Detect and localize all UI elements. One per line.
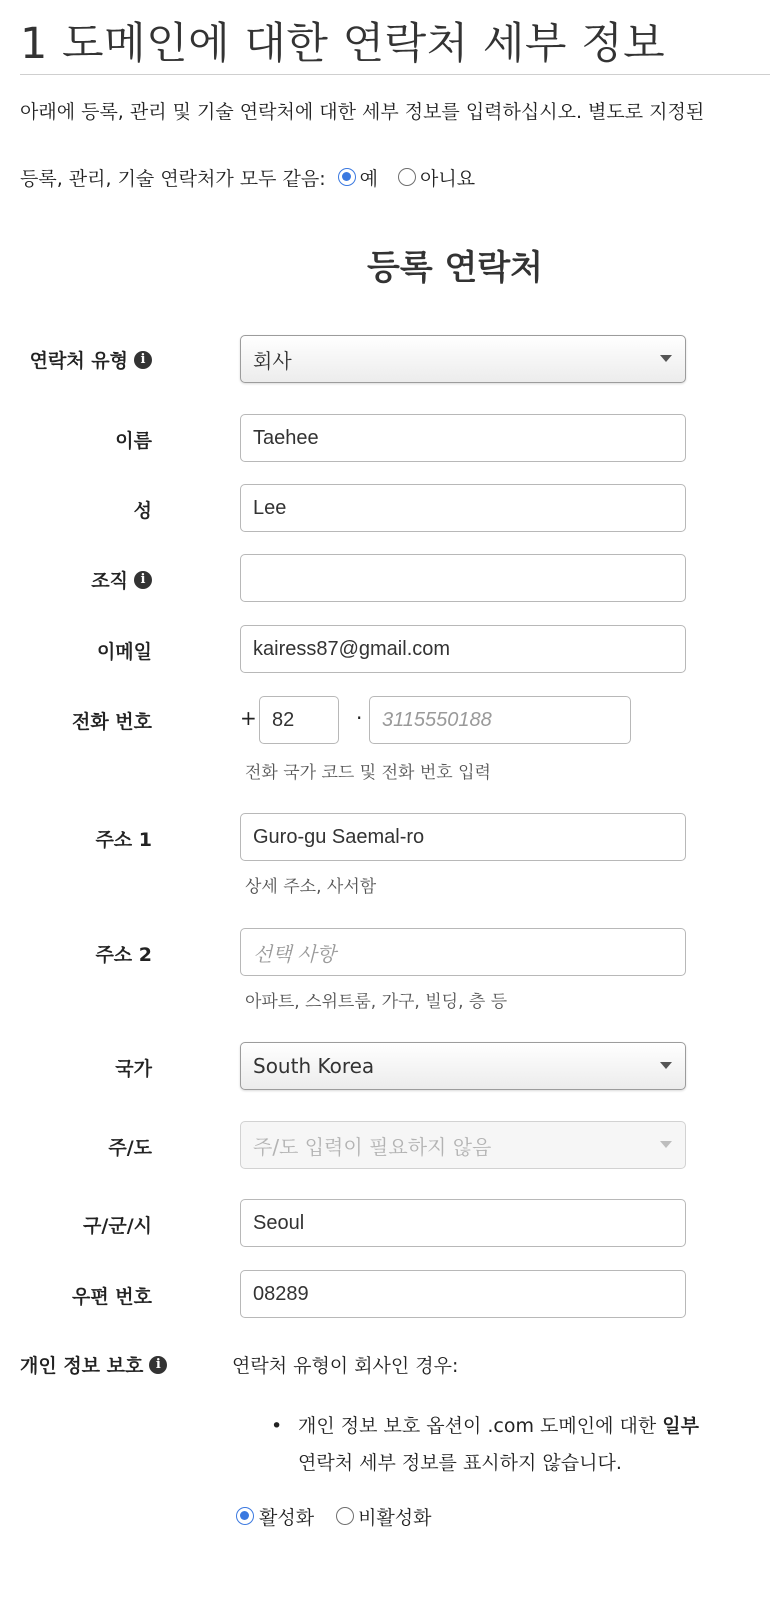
city-value: Seoul — [253, 1211, 305, 1234]
first-name-label-text: 이름 — [115, 430, 152, 452]
state-label-text: 주/도 — [108, 1137, 152, 1159]
address1-input[interactable] — [240, 813, 686, 861]
state-label — [108, 1133, 152, 1160]
city-label-text: 구/군/시 — [83, 1215, 152, 1237]
privacy-label-group — [20, 1351, 167, 1378]
privacy-bullet-before: 개인 정보 보호 옵션이 .com 도메인에 대한 — [298, 1415, 663, 1437]
intro-text: 아래에 등록, 관리 및 기술 연락처에 대한 세부 정보를 입력하십시오. 별도로 지정된 — [20, 101, 705, 123]
phone-number-placeholder: 3115550188 — [382, 708, 492, 731]
address1-value: Guro-gu Saemal-ro — [253, 825, 425, 848]
same-contacts-yes-radio[interactable] — [338, 168, 356, 186]
chevron-down-icon — [660, 1062, 672, 1069]
country-label-text: 국가 — [115, 1058, 152, 1080]
privacy-label: 개인 정보 보호 — [20, 1355, 144, 1377]
chevron-down-icon — [660, 1141, 672, 1148]
address1-help-text: 상세 주소, 사서함 — [245, 877, 377, 897]
privacy-condition: 연락처 유형이 회사인 경우: — [232, 1355, 459, 1377]
contact-type-value: 회사 — [253, 348, 292, 373]
address2-help-text: 아파트, 스위트룸, 가구, 빌딩, 층 등 — [245, 992, 508, 1012]
phone-help-text: 전화 국가 코드 및 전화 번호 입력 — [245, 763, 491, 783]
phone-country-code-input[interactable] — [259, 696, 339, 744]
privacy-bullet-after: 연락처 세부 정보를 표시하지 않습니다. — [298, 1452, 622, 1474]
phone-country-code-value: 82 — [272, 708, 295, 731]
page-title: 1 도메인에 대한 연락처 세부 정보 — [20, 19, 666, 69]
privacy-radio-group — [236, 1502, 431, 1530]
privacy-disable-label[interactable]: 비활성화 — [358, 1506, 432, 1529]
info-icon[interactable]: i — [149, 1356, 167, 1374]
same-contacts-no-label[interactable]: 아니요 — [420, 167, 476, 190]
email-label-text: 이메일 — [96, 641, 152, 663]
email-field[interactable] — [240, 625, 686, 673]
same-contacts-no-radio[interactable] — [398, 168, 416, 186]
state-value: 주/도 입력이 필요하지 않음 — [253, 1134, 492, 1159]
city-input[interactable] — [240, 1199, 686, 1247]
email-value: kairess87@gmail.com — [253, 637, 451, 660]
phone-number-input[interactable] — [369, 696, 631, 744]
postal-code-label — [72, 1282, 152, 1309]
address2-label-text: 주소 2 — [95, 944, 152, 966]
address1-label — [95, 825, 152, 852]
address2-input[interactable] — [240, 928, 686, 976]
organization-label-group — [91, 566, 152, 593]
phone-separator: · — [356, 706, 363, 730]
title-divider — [20, 74, 770, 75]
chevron-down-icon — [660, 355, 672, 362]
first-name-label — [115, 426, 152, 453]
contact-type-label-group — [30, 346, 152, 373]
address2-placeholder: 선택 사항 — [253, 943, 336, 966]
first-name-value: Taehee — [253, 426, 319, 449]
last-name-label-text: 성 — [133, 500, 152, 522]
country-value: South Korea — [253, 1054, 375, 1078]
privacy-disable-radio[interactable] — [336, 1507, 354, 1525]
same-contacts-row — [20, 163, 475, 191]
section-title: 등록 연락처 — [366, 248, 544, 288]
postal-code-label-text: 우편 번호 — [71, 1286, 152, 1308]
country-label — [115, 1054, 152, 1081]
city-label — [83, 1211, 152, 1238]
first-name-input[interactable] — [240, 414, 686, 462]
contact-type-select[interactable] — [240, 335, 686, 383]
address1-label-text: 주소 1 — [95, 829, 152, 851]
last-name-label — [134, 496, 152, 523]
same-contacts-yes-label[interactable]: 예 — [359, 167, 378, 190]
privacy-enable-radio[interactable] — [236, 1507, 254, 1525]
privacy-bullet — [272, 1408, 702, 1482]
phone-plus-sign: + — [240, 706, 257, 730]
postal-code-value: 08289 — [253, 1282, 309, 1305]
phone-label-text: 전화 번호 — [71, 711, 152, 733]
organization-label: 조직 — [91, 570, 128, 592]
organization-input[interactable] — [240, 554, 686, 602]
postal-code-input[interactable] — [240, 1270, 686, 1318]
last-name-value: Lee — [253, 496, 287, 519]
info-icon[interactable]: i — [134, 351, 152, 369]
country-select[interactable] — [240, 1042, 686, 1090]
email-label — [97, 637, 152, 664]
same-contacts-label: 등록, 관리, 기술 연락처가 모두 같음: — [20, 167, 326, 190]
info-icon[interactable]: i — [134, 571, 152, 589]
privacy-bullet-bold: 일부 — [662, 1415, 699, 1437]
phone-label — [72, 707, 152, 734]
last-name-input[interactable] — [240, 484, 686, 532]
state-select — [240, 1121, 686, 1169]
address2-label — [95, 940, 152, 967]
contact-type-label: 연락처 유형 — [29, 350, 128, 372]
privacy-enable-label[interactable]: 활성화 — [259, 1506, 315, 1529]
